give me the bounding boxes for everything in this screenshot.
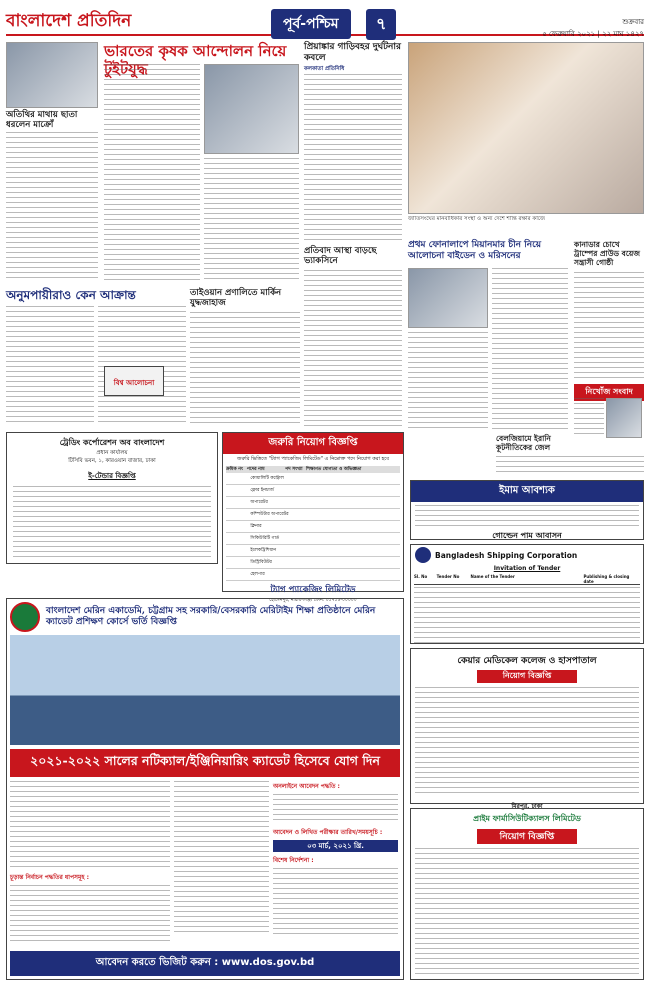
vaccine-body xyxy=(304,270,402,426)
jail-body xyxy=(496,456,644,476)
marine-apply-date: ০৩ মার্চ, ২০২১ খ্রি. xyxy=(273,840,398,852)
marine-logo-icon xyxy=(10,602,40,632)
vaccine-headline: প্রতিবাদ আস্থা বাড়ছে ভ্যাকসিনে xyxy=(304,246,377,266)
day-label: শুক্রবার xyxy=(622,18,644,26)
macron-photo xyxy=(6,42,98,108)
bsc-tender-ad xyxy=(410,544,644,644)
priyanka-byline: কলকাতা প্রতিনিধি xyxy=(304,66,345,72)
medical-subtitle: নিয়োগ বিজ্ঞপ্তি xyxy=(477,670,577,683)
medical-footer: মিরপুর, ঢাকা xyxy=(511,803,543,810)
date-label: ৫ ফেব্রুয়ারি ২০২১ | ২২ মাঘ ১৪২৭ xyxy=(542,30,644,38)
marine-banner: ২০২১-২০২২ সালের নটিক্যাল/ইঞ্জিনিয়ারিং ক্যাডেট হিসেবে যোগ দিন xyxy=(10,749,400,777)
side-body xyxy=(6,132,98,282)
job-row: ইলেকট্রিশিয়ান xyxy=(226,545,400,557)
priyanka-headline: প্রিয়াঙ্কার গাড়িবহর দুর্ঘটনার কবলে xyxy=(304,42,401,63)
medical-ad xyxy=(410,648,644,810)
second-body-col1 xyxy=(6,306,94,426)
masthead xyxy=(6,6,644,36)
bsc-col-no: Tender No xyxy=(436,574,460,579)
job-col-qual: শিক্ষাগত যোগ্যতা ও অভিজ্ঞতা xyxy=(306,467,362,472)
tcb-title: ট্রেডিং কর্পোরেশন অব বাংলাদেশ xyxy=(59,438,165,447)
second-headline: অনুমপায়ীরাও কেন আক্রান্ত xyxy=(6,288,136,302)
newspaper-logo: বাংলাদেশ প্রতিদিন xyxy=(6,11,132,31)
celebrity-collage xyxy=(204,64,299,154)
imam-ad xyxy=(410,480,644,540)
inset-box-title: বিশ্ব আলোচনা xyxy=(113,378,155,387)
main-body-col1 xyxy=(104,64,200,282)
job-col-serial: ক্রমিক নং xyxy=(226,467,243,472)
job-table-body xyxy=(226,473,400,581)
marine-section3-body xyxy=(273,868,398,938)
marine-body-col1b xyxy=(10,885,170,945)
pharma-body xyxy=(415,848,639,978)
bsc-invitation: Invitation of Tender xyxy=(493,565,561,572)
marine-section4: চূড়ান্ত নির্বাচন পদ্ধতির ধাপসমূহ : xyxy=(10,874,89,881)
job-company: ট্যাগ প্যাকেজিং লিমিটেড xyxy=(270,585,356,595)
job-col-post: পদের নাম xyxy=(246,467,265,472)
marine-body-col1 xyxy=(10,781,170,869)
phone-headline: প্রথম ফোনালাপে মিয়ানমার চীন নিয়ে আলোচনা বাইডেন ও মরিসনের xyxy=(408,240,542,261)
missing-photo xyxy=(606,398,642,438)
marine-headline: বাংলাদেশ মেরিন একাডেমি, চট্টগ্রাম সহ সরকারি/বেসরকারি মেরিটাইম শিক্ষা প্রতিষ্ঠানে মেরিন ক্যাডেট প্রশিক্ষণ কোর্সে ভর্তি বিজ্ঞপ্তি xyxy=(46,606,376,627)
tcb-tender-head: ই-টেন্ডার বিজ্ঞপ্তি xyxy=(88,472,136,480)
ship-photo xyxy=(10,635,400,745)
bsc-table-header xyxy=(414,574,640,585)
trump-body xyxy=(574,272,644,380)
trump-headline: কানাডার চোখে ট্রাম্পের প্রাউড বয়েজ সন্ত্রাসী গোষ্ঠী xyxy=(574,240,641,267)
imam-ad-title: ইমাম আবশ্যক xyxy=(411,481,643,502)
taiwan-headline: তাইওয়ান প্রণালিতে মার্কিন যুদ্ধজাহাজ xyxy=(190,288,282,308)
marine-section2: আবেদন ও লিখিত পরীক্ষার তারিখ/সময়সূচি : xyxy=(273,829,383,836)
priyanka-body xyxy=(304,74,402,240)
job-address: হোসেনপুর, নারায়ণগঞ্জ। ফোন: ০১৭১৫-০০০০০ xyxy=(269,598,357,603)
job-table-header xyxy=(226,466,400,473)
phone-body-col2 xyxy=(492,268,568,430)
job-row: কম্পিউটার অপারেটর xyxy=(226,509,400,521)
photo-caption: জাতিসংঘের মানবাধিকার সংস্থা ও অন্য দেশে শান্তি রক্ষার কাজে xyxy=(408,216,545,222)
tcb-tender-ad xyxy=(6,432,218,564)
job-row: অপারেটর xyxy=(226,497,400,509)
bsc-col-date: Publishing & closing date xyxy=(583,574,630,584)
bsc-logo-icon xyxy=(415,547,431,563)
section-title: পূর্ব-পশ্চিম xyxy=(271,9,351,39)
medical-body xyxy=(415,687,639,797)
phone-body-col1 xyxy=(408,332,488,430)
medical-title: কেয়ার মেডিকেল কলেজ ও হাসপাতাল xyxy=(457,656,597,666)
pharma-company: প্রাইম ফার্মাসিউটিক্যালস লিমিটেড xyxy=(473,814,581,823)
marine-section1: অনলাইনে আবেদন পদ্ধতি : xyxy=(273,783,340,790)
bsc-col-name: Name of the Tender xyxy=(470,574,515,579)
job-row: ফ্লোর ইনচার্জ xyxy=(226,485,400,497)
imam-ad-company: গোল্ডেন পাম আবাসন xyxy=(492,531,562,540)
pharma-title: নিয়োগ বিজ্ঞপ্তি xyxy=(477,829,577,844)
bsc-name: Bangladesh Shipping Corporation xyxy=(435,550,578,560)
imam-ad-body xyxy=(415,505,639,527)
page-number: ৭ xyxy=(366,9,396,40)
marine-section1-body xyxy=(273,794,398,824)
taiwan-body xyxy=(190,312,300,426)
job-row: কোয়ালিটি কন্ট্রোল xyxy=(226,473,400,485)
marine-body-col2 xyxy=(174,781,269,935)
job-row: ডিস্ট্রিবিউটর xyxy=(226,557,400,569)
jail-headline: বেলজিয়ামে ইরানি কূটনীতিকের জেল xyxy=(496,434,551,452)
tcb-body xyxy=(13,486,211,560)
main-body-col2 xyxy=(204,158,299,282)
missing-head: নিখোঁজ সংবাদ xyxy=(574,384,644,401)
job-ad xyxy=(222,432,404,603)
biden-photo xyxy=(408,268,488,328)
job-row: সিকিউরিটি গার্ড xyxy=(226,533,400,545)
marine-visit: আবেদন করতে ভিজিট করুন : www.dos.gov.bd xyxy=(10,951,400,976)
job-ad-subtitle: জরুরি ভিত্তিতে "ট্যাগ প্যাকেজিং লিমিটেড" এ নিম্নোক্ত পদে নিয়োগ করা হবে xyxy=(237,456,389,462)
people-photo xyxy=(408,42,644,214)
job-row: হেলপার xyxy=(226,569,400,581)
pharma-ad xyxy=(410,808,644,980)
bsc-col-sl: Sl. No xyxy=(414,574,428,579)
job-row: ক্লিনার xyxy=(226,521,400,533)
side-caption: অতিথির মাথায় ছাতা ধরলেন মাক্রোঁ xyxy=(6,110,78,130)
inset-box xyxy=(104,366,164,396)
tcb-subtitle: প্রধান কার্যালয় xyxy=(96,450,128,456)
tcb-address: টিসিবি ভবন, ১, কারওয়ান বাজার, ঢাকা xyxy=(68,458,156,464)
job-ad-title: জরুরি নিয়োগ বিজ্ঞপ্তি xyxy=(223,433,403,454)
marine-section3: বিশেষ নির্দেশনা : xyxy=(273,857,314,864)
missing-body xyxy=(574,398,604,438)
marine-academy-ad xyxy=(6,598,404,980)
job-col-count: পদ সংখ্যা xyxy=(285,467,303,472)
dateline xyxy=(542,16,644,40)
bsc-table-body xyxy=(414,587,640,643)
main-headline: ভারতের কৃষক আন্দোলন নিয়ে টুইটযুদ্ধ xyxy=(104,42,287,78)
